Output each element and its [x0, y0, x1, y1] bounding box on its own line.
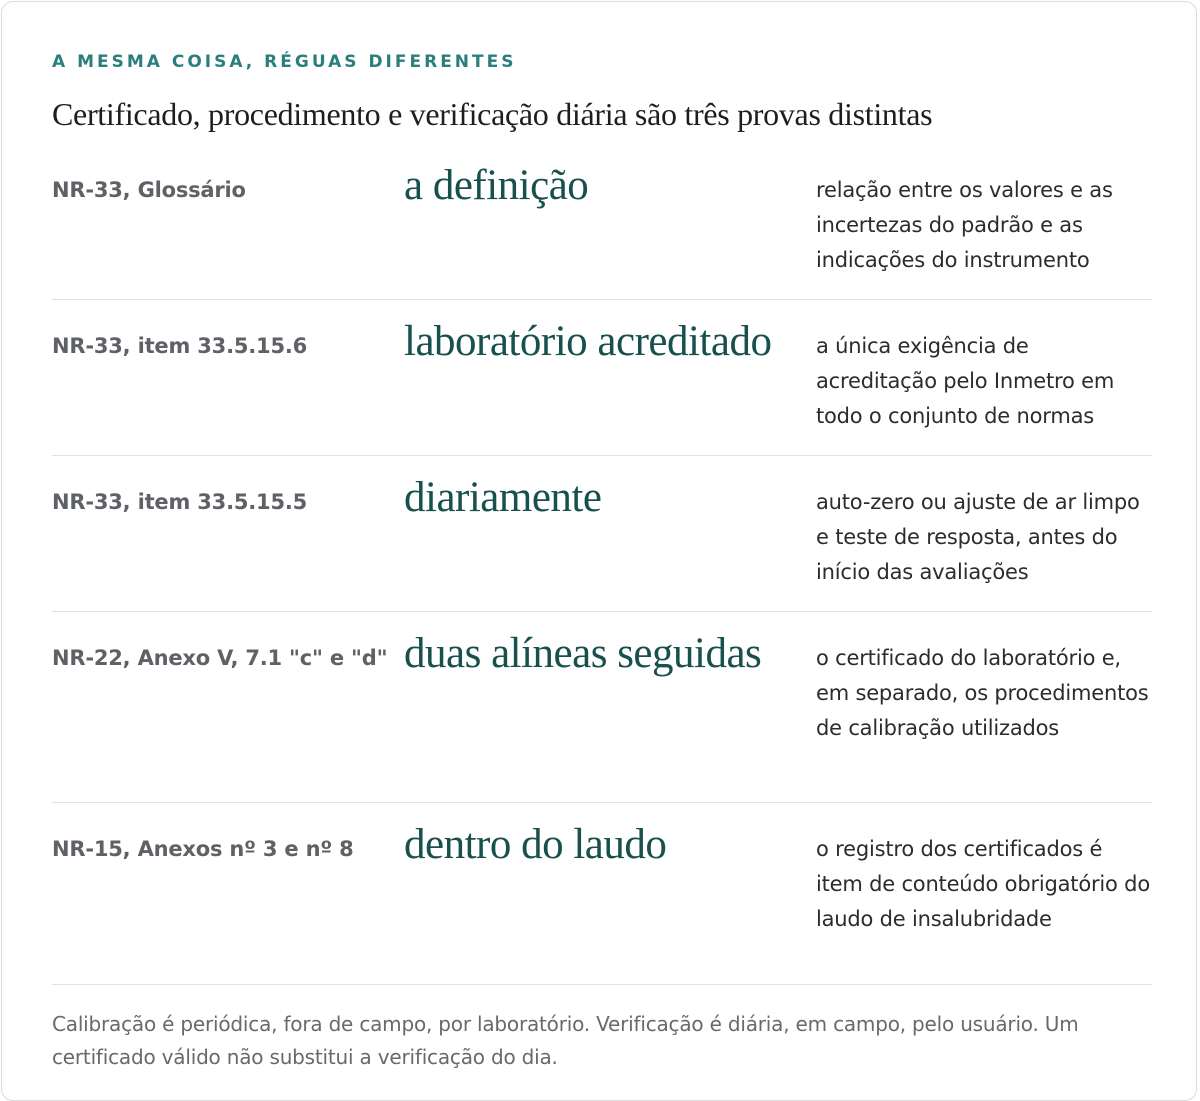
row-description: o registro dos certificados é item de conteúdo obrigatório do laudo de insalubridade [816, 837, 1150, 931]
row-source: NR-33, item 33.5.15.5 [52, 490, 308, 514]
row-term: dentro do laudo [404, 821, 667, 868]
row-source: NR-33, Glossário [52, 178, 246, 202]
list-item [52, 144, 1152, 300]
list-item [52, 456, 1152, 612]
row-term: duas alíneas seguidas [404, 630, 762, 677]
row-description: auto-zero ou ajuste de ar limpo e teste de resposta, antes do início das avaliações [816, 490, 1140, 584]
card [1, 1, 1197, 1101]
row-description: relação entre os valores e as incertezas do padrão e as indicações do instrumento [816, 178, 1113, 272]
comparison-list [52, 144, 1152, 985]
list-item [52, 300, 1152, 456]
list-item [52, 803, 1152, 985]
row-term: diariamente [404, 474, 602, 521]
row-description: a única exigência de acreditação pelo Inmetro em todo o conjunto de normas [816, 334, 1115, 428]
section-kicker: A MESMA COISA, RÉGUAS DIFERENTES [52, 52, 517, 72]
row-source: NR-33, item 33.5.15.6 [52, 334, 308, 358]
page-title: Certificado, procedimento e verificação diária são três provas distintas [52, 96, 933, 132]
row-term: laboratório acreditado [404, 318, 772, 365]
row-source: NR-15, Anexos nº 3 e nº 8 [52, 837, 354, 861]
row-description: o certificado do laboratório e, em separado, os procedimentos de calibração utilizados [816, 646, 1149, 740]
row-term: a definição [404, 162, 589, 209]
row-source: NR-22, Anexo V, 7.1 "c" e "d" [52, 646, 388, 670]
footer-note: Calibração é periódica, fora de campo, por laboratório. Verificação é diária, em campo, pelo usuário. Um certificado válido não substitui a verificação do dia. [52, 1012, 1079, 1069]
list-item [52, 612, 1152, 803]
